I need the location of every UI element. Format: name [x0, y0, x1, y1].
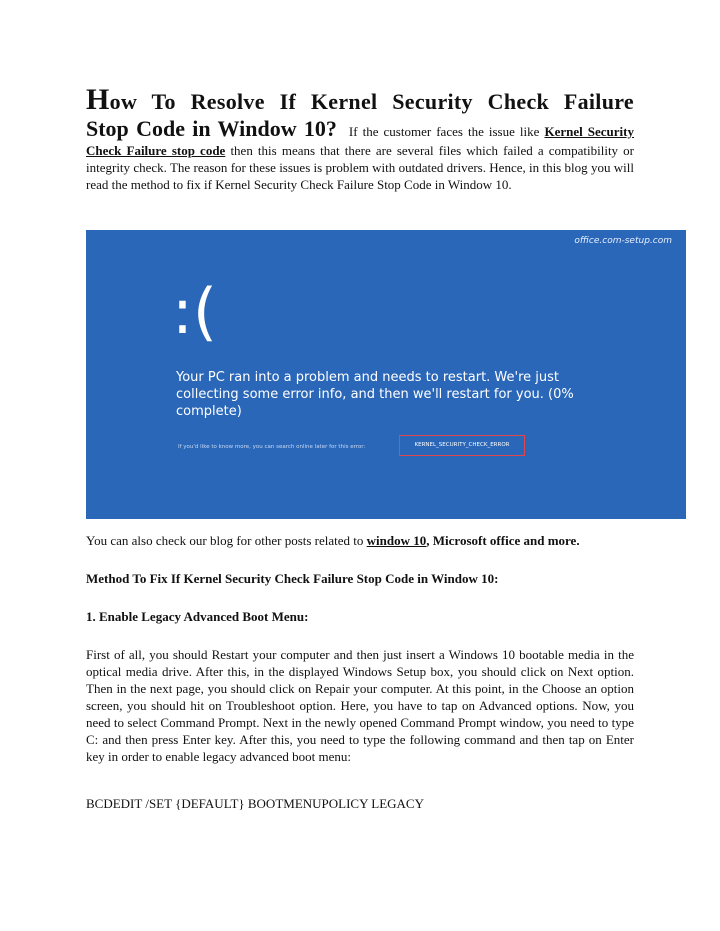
- bsod-screenshot-image: [86, 230, 686, 519]
- article-title-line-1: [86, 83, 634, 116]
- intro-text-before-link: If the customer faces the issue like: [348, 124, 545, 139]
- article-title-line-2: Stop Code in Window 10?: [86, 116, 337, 141]
- title-dropcap: H: [86, 83, 110, 116]
- related-suffix: , Microsoft office and more.: [426, 533, 580, 548]
- step-1-heading: 1. Enable Legacy Advanced Boot Menu:: [86, 609, 309, 624]
- kernel-security-check-failure-link[interactable]: Kernel Security Check Failure stop code: [86, 124, 634, 158]
- related-posts-line: [86, 532, 634, 549]
- bsod-message: Your PC ran into a problem and needs to restart. We're just collecting some error info, and then we'll restart for you. (0% complete): [176, 370, 574, 419]
- bsod-stop-code-highlight: KERNEL_SECURITY_CHECK_ERROR: [399, 435, 525, 456]
- bcdedit-command: BCDEDIT /SET {DEFAULT} BOOTMENUPOLICY LEGACY: [86, 796, 424, 811]
- title-line-1-text: ow To Resolve If Kernel Security Check Failure: [109, 89, 634, 114]
- related-prefix: You can also check our blog for other posts related to: [86, 533, 367, 548]
- step-1-body: First of all, you should Restart your computer and then just insert a Windows 10 bootable media in the optical media drive. After this, in the displayed Windows Setup box, you should click on Next option. Then in the next page, you should click on Repair your computer. At this point, in the Choose an option screen, you should hit on Troubleshoot option. Here, you have to tap on Advanced options. Now, you need to select Command Prompt. Next in the newly opened Command Prompt window, you need to type C: and then press Enter key. After this, you need to type the following command and then tap on Enter key in order to enable legacy advanced boot menu:: [86, 647, 634, 764]
- method-heading: Method To Fix If Kernel Security Check Failure Stop Code in Window 10:: [86, 571, 499, 586]
- intro-text-after-link: then this means that there are several files which failed a compatibility or integrity check. The reason for these issues is problem with outdated drivers. Hence, in this blog you will read the method to fix if Kernel Security Check Failure Stop Code in Window 10.: [86, 143, 634, 192]
- bsod-search-hint: If you'd like to know more, you can search online later for this error:: [178, 444, 366, 450]
- image-watermark: office.com-setup.com: [574, 236, 672, 246]
- window-10-link[interactable]: window 10: [366, 533, 427, 548]
- intro-paragraph: [86, 116, 634, 193]
- sad-face-icon: :(: [172, 275, 218, 348]
- document-page: [86, 83, 672, 811]
